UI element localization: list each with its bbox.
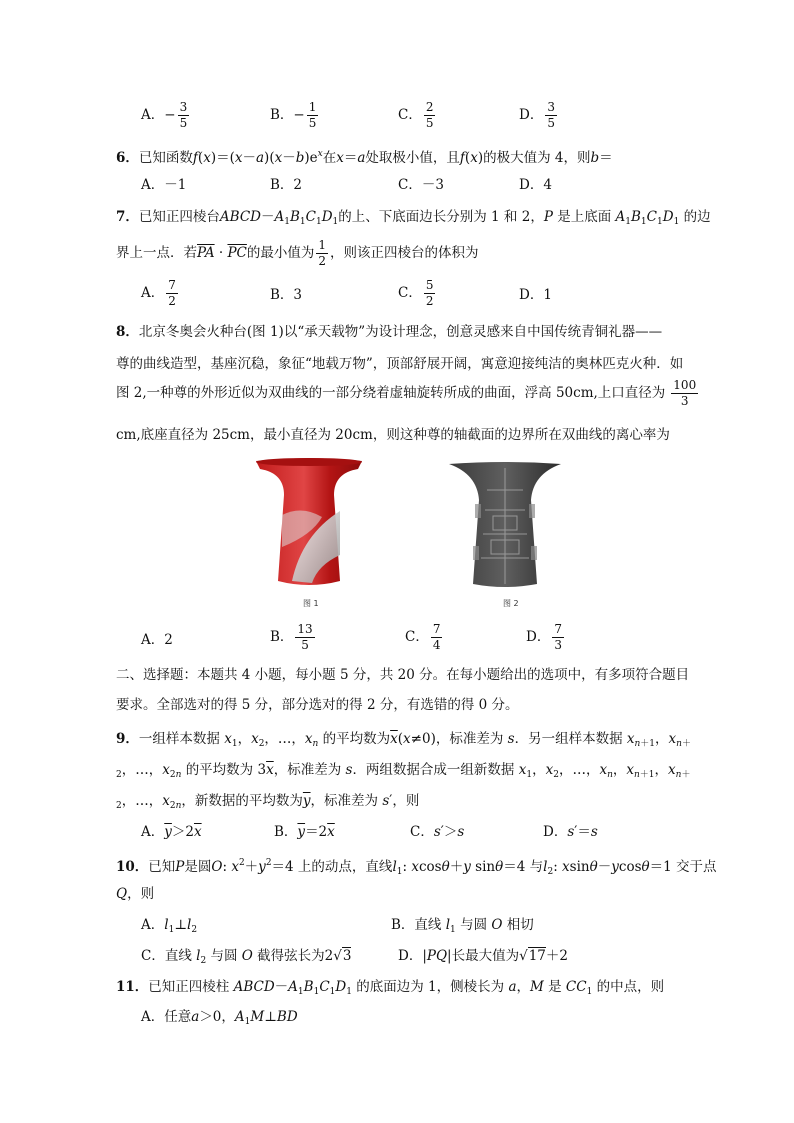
q9-option-a: A．$\overline{y}>2\overline{x}$ xyxy=(141,824,202,840)
q7-option-d: D．1 xyxy=(519,287,552,303)
q8-option-c: C． $\frac{7}{4}$ xyxy=(405,622,441,652)
q7-option-a: A． $\frac{7}{2}$ xyxy=(141,278,176,308)
q10-stem-line1: 10．已知P是圆O: $x^2+y^2=4$ 上的动点，直线$l_1$: xcosθ＋y sinθ＝4 与$l_2$: xsinθ－ycosθ＝1 交于点 xyxy=(116,858,717,877)
q6-stem: 6．已知函数$f(x)=(x-a)(x-b)e^x$在x＝a处取极小值，且f(x)的极大值为 4，则b＝ xyxy=(116,149,613,166)
q6-option-b: B．2 xyxy=(270,177,303,193)
q8-stem-line2: 尊的曲线造型，基座沉稳，象征“地载万物”，顶部舒展开阔，寓意迎接纯洁的奥林匹克火种．如 xyxy=(116,356,684,372)
q9-stem-line1: 9．一组样本数据 $x_1$，$x_2$，…，$x_n$ 的平均数为$\overline{x}(x\ne 0)$，标准差为 s．另一组样本数据 $x_{n+1}$，$x_{n+}$ xyxy=(116,731,691,749)
q10-option-c: C．直线 $l_2$ 与圆 O 截得弦长为2√3 xyxy=(141,948,352,966)
q10-option-b: B．直线 $l_1$ 与圆 O 相切 xyxy=(391,917,534,935)
q7-stem-line1: 7．已知正四棱台$ABCD-A_1B_1C_1D_1$的上、下底面边长分别为 1 和 2，P 是上底面 $A_1B_1C_1D_1$ 的边 xyxy=(116,209,711,227)
q6-option-c: C．－3 xyxy=(398,177,444,193)
q8-option-b: B． $\frac{13}{5}$ xyxy=(270,622,313,652)
q9-option-c: C．s′＞s xyxy=(410,824,465,840)
q5-option-c: C． $\frac{2}{5}$ xyxy=(398,100,434,130)
q10-option-a: A．$l_1\perp l_2$ xyxy=(141,917,198,935)
q10-option-d: D．|PQ|长最大值为√17＋2 xyxy=(398,948,568,964)
q9-stem-line2: $_2$，…，$x_{2n}$ 的平均数为 $3\overline{x}$，标准差为 s．两组数据合成一组新数据 $x_1$，$x_2$，…，$x_n$，$x_{n+1}$，$x_{n+}$ xyxy=(116,762,691,780)
figure-1-torch-stand xyxy=(252,455,366,591)
q11-stem: 11．已知正四棱柱 $ABCD-A_1B_1C_1D_1$ 的底面边为 1，侧棱长为 a，M 是 $CC_1$ 的中点，则 xyxy=(116,979,665,997)
q7-stem-line2: 界上一点．若$\overline{PA} \cdot \overline{PC}$的最小值为 $\frac{1}{2}$ ，则该正四棱台的体积为 xyxy=(116,238,479,268)
q9-stem-line3: $_2$，…，$x_{2n}$，新数据的平均数为$\overline{y}$，标准差为 s′，则 xyxy=(116,793,420,811)
q10-stem-line2: Q，则 xyxy=(116,886,155,902)
q8-stem-line3: 图 2,一种尊的外形近似为双曲线的一部分绕着虚轴旋转所成的曲面，浮高 50cm,上口直径为 $\frac{100}{3}$ xyxy=(116,378,697,408)
q5-option-b: B．− $\frac{1}{5}$ xyxy=(270,100,317,130)
q6-option-d: D．4 xyxy=(519,177,552,193)
q11-option-a: A．任意a＞0，$A_1M\perp BD$ xyxy=(141,1009,298,1027)
section-2-heading-line2: 要求。全部选对的得 5 分，部分选对的得 2 分，有选错的得 0 分。 xyxy=(116,697,519,713)
q7-option-c: C． $\frac{5}{2}$ xyxy=(398,278,434,308)
q8-option-a: A．2 xyxy=(141,632,173,648)
q8-stem-line4: cm,底座直径为 25cm，最小直径为 20cm，则这种尊的轴截面的边界所在双曲线的离心率为 xyxy=(116,427,670,443)
q5-option-d: D． $\frac{3}{5}$ xyxy=(519,100,555,130)
q6-option-a: A．－1 xyxy=(141,177,187,193)
figure-1-caption: 图 1 xyxy=(303,599,319,608)
q9-option-d: D．s′＝s xyxy=(543,824,598,840)
q8-stem-line1: 8．北京冬奥会火种台(图 1)以“承天载物”为设计理念，创意灵感来自中国传统青铜礼器—— xyxy=(116,324,663,340)
q5-option-a: A．− $\frac{3}{5}$ xyxy=(141,100,188,130)
q8-option-d: D． $\frac{7}{3}$ xyxy=(526,622,562,652)
figure-2-caption: 图 2 xyxy=(503,599,519,608)
q7-option-b: B．3 xyxy=(270,287,303,303)
q9-option-b: B．$\overline{y}=2\overline{x}$ xyxy=(274,824,335,840)
figure-2-bronze-zun xyxy=(447,460,563,590)
section-2-heading-line1: 二、选择题：本题共 4 小题，每小题 5 分，共 20 分。在每小题给出的选项中，有多项符合题目 xyxy=(116,667,690,683)
